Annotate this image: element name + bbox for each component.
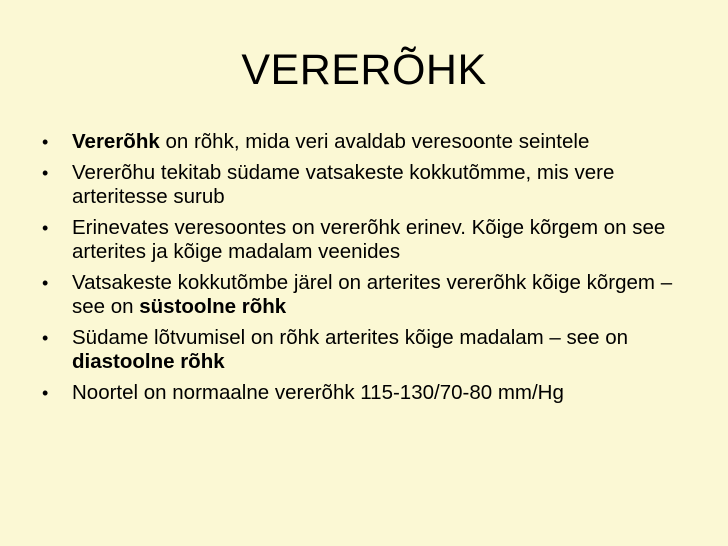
bullet-text: Noortel on normaalne vererõhk 115-130/70-80 mm/Hg	[72, 381, 564, 404]
bullet-item	[38, 130, 698, 154]
bullet-text: Vatsakeste kokkutõmbe järel on arterites vererõhk kõige kõrgem – see on	[72, 271, 673, 318]
bullet-icon: •	[42, 132, 49, 152]
bullet-icon: •	[42, 273, 49, 293]
bullet-icon: •	[42, 328, 49, 348]
bullet-list	[38, 130, 698, 412]
bullet-bold-text: diastoolne rõhk	[72, 350, 225, 373]
bullet-icon: •	[42, 383, 49, 403]
slide-title: VERERÕHK	[241, 46, 487, 94]
bullet-item	[38, 271, 698, 319]
bullet-text: on rõhk, mida veri avaldab veresoonte seintele	[159, 130, 590, 153]
bullet-text: Vererõhu tekitab südame vatsakeste kokkutõmme, mis vere arteritesse surub	[72, 161, 615, 208]
bullet-bold-text: Vererõhk	[72, 130, 160, 153]
bullet-text: Südame lõtvumisel on rõhk arterites kõige madalam – see on	[72, 326, 629, 349]
bullet-item	[38, 216, 698, 264]
bullet-bold-text: süstoolne rõhk	[139, 295, 287, 318]
bullet-item	[38, 161, 698, 209]
bullet-item	[38, 381, 698, 405]
bullet-item	[38, 326, 698, 374]
bullet-icon: •	[42, 163, 49, 183]
bullet-icon: •	[42, 218, 49, 238]
bullet-text: Erinevates veresoontes on vererõhk erinev. Kõige kõrgem on see arterites ja kõige madalam veenides	[72, 216, 666, 263]
